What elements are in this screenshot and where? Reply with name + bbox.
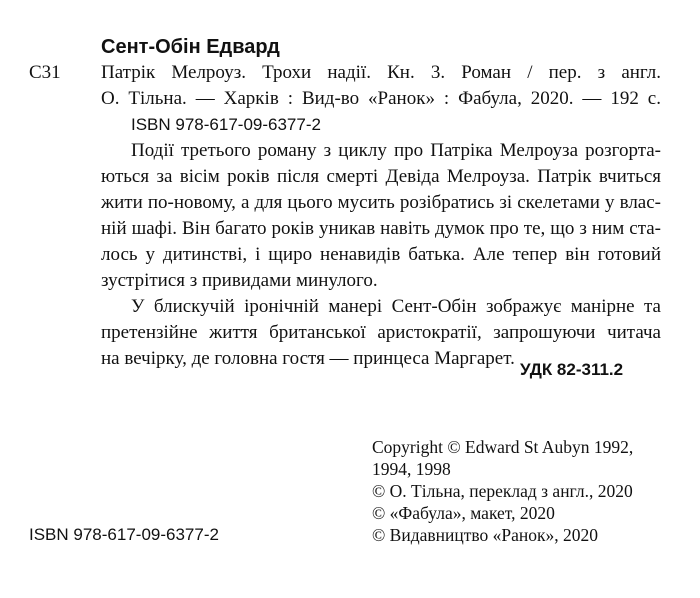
bibliographic-line-2: О. Тільна. — Харків : Вид-во «Ранок» : Фабула, 2020. — 192 с. bbox=[101, 88, 661, 109]
abstract-2-line-3: на вечірку, де головна гостя — принцеса Маргарет. bbox=[101, 348, 515, 369]
udk-code: УДК 82-311.2 bbox=[520, 360, 624, 379]
copyright-line-1: Copyright © Edward St Aubyn 1992, bbox=[372, 437, 634, 457]
abstract-1-line-2: ються за вісім років після смерті Девіда Мелроуза. Патрік вчиться bbox=[101, 166, 661, 187]
abstract-1-line-3: жити по-новому, а для цього мусить розібратись зі скелетами у влас- bbox=[101, 192, 661, 213]
copyright-line-3: © О. Тільна, переклад з англ., 2020 bbox=[372, 481, 633, 501]
copyright-line-4: © «Фабула», макет, 2020 bbox=[372, 503, 555, 523]
isbn-bottom: ISBN 978-617-09-6377-2 bbox=[29, 525, 219, 544]
abstract-2-line-1: У блискучій іронічній манері Сент-Обін зображує манірне та bbox=[131, 296, 661, 317]
bibliographic-line-1: Патрік Мелроуз. Трохи надії. Кн. 3. Роман / пер. з англ. bbox=[101, 62, 661, 83]
copyright-line-2: 1994, 1998 bbox=[372, 459, 451, 479]
abstract-1-line-4: ній шафі. Він багато років уникав навіть думок про те, що з ним ста- bbox=[101, 218, 661, 239]
abstract-2-line-2: претензійне життя британської аристократії, запрошуючи читача bbox=[101, 322, 661, 343]
abstract-1-line-1: Події третього роману з циклу про Патріка Мелроуза розгорта- bbox=[131, 140, 661, 161]
copyright-line-5: © Видавництво «Ранок», 2020 bbox=[372, 525, 599, 545]
isbn-line: ISBN 978-617-09-6377-2 bbox=[131, 115, 321, 134]
author-name: Сент-Обін Едвард bbox=[101, 36, 280, 58]
abstract-1-line-6: зустрітися з привидами минулого. bbox=[101, 270, 378, 291]
classification-code: С31 bbox=[29, 62, 61, 83]
abstract-1-line-5: лось у дитинстві, і щиро ненавидів батька. Але тепер він готовий bbox=[101, 244, 661, 265]
